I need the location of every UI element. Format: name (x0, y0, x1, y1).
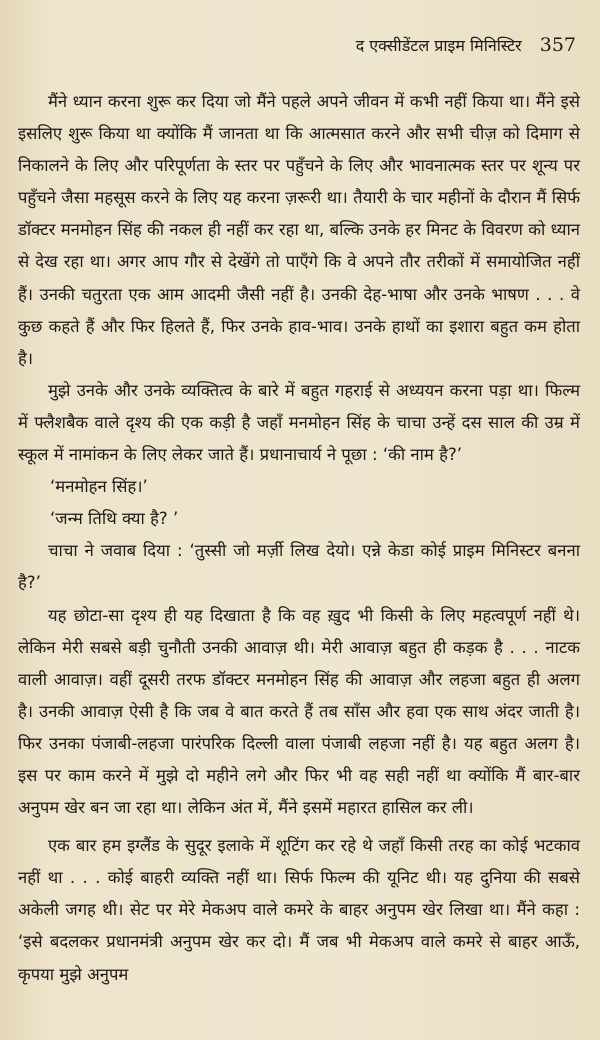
paragraph: यह छोटा-सा दृश्य ही यह दिखाता है कि वह ख़ुद भी किसी के लिए महत्वपूर्ण नहीं थे। लेकिन मेरी सबसे बड़ी चुनौती उनकी आवाज़ थी। मेरी आवाज़ बहुत ही कड़क है . . . नाटक वाली आवाज़। वहीं दूसरी तरफ डॉक्टर मनमोहन सिंह की आवाज़ और लहजा बहुत ही अलग है। उनकी आवाज़ ऐसी है कि जब वे बात करते हैं तब साँस और हवा एक साथ अंदर जाती है। फिर उनका पंजाबी-लहजा पारंपरिक दिल्ली वाला पंजाबी लहजा नहीं है। यह बहुत अलग है। इस पर काम करने में मुझे दो महीने लगे और फिर भी वह सही नहीं था क्योंकि मैं बार-बार अनुपम खेर बन जा रहा था। लेकिन अंत में, मैंने इसमें महारत हासिल कर ली। (18, 605, 580, 818)
paragraph: मैंने ध्यान करना शुरू कर दिया जो मैंने पहले अपने जीवन में कभी नहीं किया था। मैंने इसे इसलिए शुरू किया था क्योंकि मैं जानता था कि आत्मसात करने और सभी चीज़ को दिमाग से निकालने के लिए और परिपूर्णता के स्तर पर पहुँचने के लिए और भावनात्मक स्तर पर शून्य पर पहुँचने जैसा महसूस करने के लिए यह करना ज़रूरी था। तैयारी के चार महीनों के दौरान मैं सिर्फ डॉक्टर मनमोहन सिंह की नकल ही नहीं कर रहा था, बल्कि उनके हर मिनट के विवरण को ध्यान से देख रहा था। अगर आप गौर से देखेंगे तो पाएँगे कि वे अपने तौर तरीकों में समायोजित नहीं हैं। उनकी चतुरता एक आम आदमी जैसी नहीं है। उनकी देह-भाषा और उनके भाषण . . . वे कुछ कहते हैं और फिर हिलते हैं, फिर उनके हाव-भाव। उनके हाथों का इशारा बहुत कम होता है। (18, 92, 580, 368)
running-head (356, 34, 576, 56)
dialogue-line: ‘जन्म तिथि क्या है? ’ (50, 509, 179, 529)
paragraph: एक बार हम इग्लैंड के सुदूर इलाके में शूटिंग कर रहे थे जहाँ किसी तरह का कोई भटकाव नहीं था . . . कोई बाहरी व्यक्ति नहीं था। सिर्फ फिल्म की यूनिट थी। यह दुनिया की सबसे अकेली जगह थी। सेट पर मेरे मेकअप वाले कमरे के बाहर अनुपम खेर लिखा था। मैंने कहा : ‘इसे बदलकर प्रधानमंत्री अनुपम खेर कर दो। मैं जब भी मेकअप वाले कमरे से बाहर आऊँ, कृपया मुझे अनुपम (18, 836, 580, 984)
dialogue-line: ‘मनमोहन सिंह।’ (50, 477, 148, 497)
body-text (18, 86, 580, 991)
paragraph: चाचा ने जवाब दिया : ‘तुस्सी जो मर्ज़ी लिख देयो। एन्ने केडा कोई प्राइम मिनिस्टर बनना है?’ (18, 541, 580, 593)
page-number: 357 (539, 34, 576, 56)
paragraph: मुझे उनके और उनके व्यक्तित्व के बारे में बहुत गहराई से अध्ययन करना पड़ा था। फिल्म में फ्लैशबैक वाले दृश्य की एक कड़ी है जहाँ मनमोहन सिंह के चाचा उन्हें दस साल की उम्र में स्कूल में नामांकन के लिए लेकर जाते हैं। प्रधानाचार्य ने पूछा : ‘की नाम है?’ (18, 380, 580, 465)
book-title: द एक्सीडेंटल प्राइम मिनिस्टिर (355, 36, 522, 55)
